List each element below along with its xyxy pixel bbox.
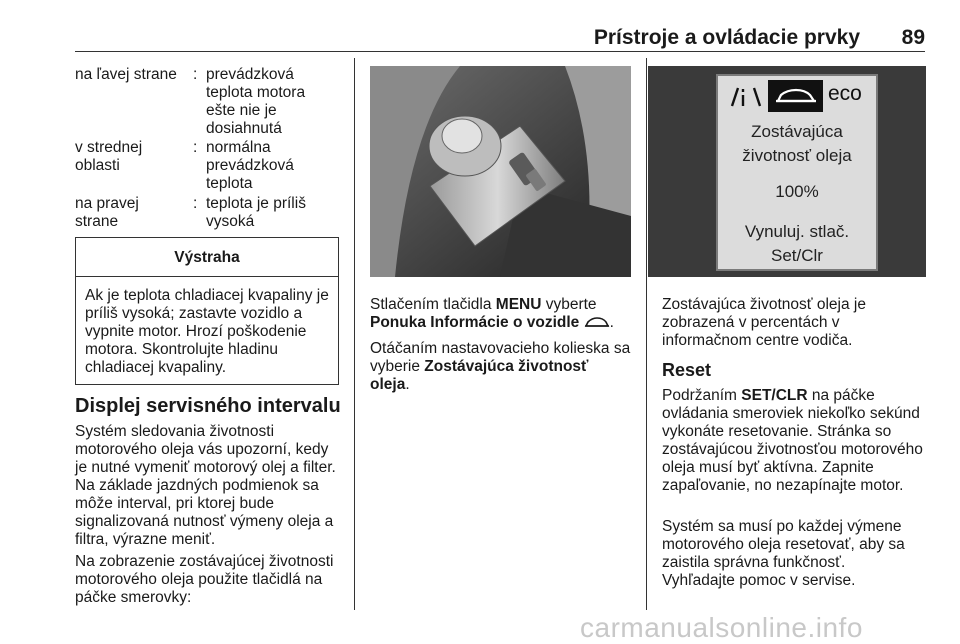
legend-colon: : — [193, 66, 198, 83]
vehicle-info-menu-label: Ponuka Informácie o vozidle — [370, 314, 580, 331]
legend-desc: prevádzková teplota motora ešte nie je dosiahnutá — [206, 66, 306, 137]
section-heading-reset: Reset — [662, 360, 712, 380]
page-header — [75, 22, 925, 52]
display-caption: Zostávajúca životnosť oleja je zobrazená v percentách v informačnom centre vodiča. — [662, 296, 866, 349]
remaining-oil-life-label: Zostávajúca životnosť oleja — [370, 358, 589, 393]
vehicle-tab-active — [768, 80, 823, 112]
legend-term: na pravej strane — [75, 195, 139, 230]
service-paragraph-1: Systém sledovania životnosti motorového oleja vás upozorní, kedy je nutné vymeniť motorový olej a filter. Na základe jazdných podmienok sa môže interval, pri ktorej bude signalizovaná nutnosť výmeny oleja a filtra, výrazne meniť. — [75, 423, 336, 548]
header-rule — [75, 51, 925, 52]
instruction-wheel — [370, 340, 632, 394]
reset-paragraph-1 — [662, 387, 928, 495]
legend-colon: : — [193, 139, 198, 156]
eco-tab-label: eco — [828, 82, 862, 105]
temperature-legend — [75, 66, 345, 236]
legend-colon: : — [193, 195, 198, 212]
display-line-1: Zostávajúca — [751, 122, 843, 141]
display-screen — [716, 74, 878, 271]
reset-paragraph-3: Vyhľadajte pomoc v servise. — [662, 572, 856, 589]
warning-rule — [76, 276, 338, 277]
stalk-illustration — [370, 66, 631, 277]
warning-title: Výstraha — [174, 249, 240, 266]
set-clr-key-label: SET/CLR — [741, 387, 808, 404]
column-divider-2 — [646, 58, 647, 610]
warning-box — [75, 237, 339, 385]
display-line-3: Vynuluj. stlač. — [744, 222, 850, 241]
service-paragraph-2: Na zobrazenie zostávajúcej životnosti motorového oleja použite tlačidlá na páčke smerovky: — [75, 553, 334, 606]
section-heading-service: Displej servisného intervalu — [75, 395, 341, 417]
stalk-photo — [370, 66, 631, 277]
display-line-2: životnosť oleja — [742, 146, 852, 165]
car-icon — [584, 317, 610, 329]
instruction-text: Stlačením tlačidla — [370, 296, 496, 313]
instruction-text: . — [405, 376, 410, 393]
legend-desc: normálna prevádzková teplota — [206, 139, 294, 192]
instruction-text: . — [609, 314, 614, 331]
legend-desc: teplota je príliš vysoká — [206, 195, 306, 230]
page-number: 89 — [901, 26, 925, 49]
driver-info-display — [648, 66, 926, 277]
page-title: Prístroje a ovládacie prvky — [593, 26, 860, 49]
display-line-4: Set/Clr — [771, 246, 823, 265]
warning-text: Ak je teplota chladiacej kvapaliny je príliš vysoká; zastavte vozidlo a vypnite motor. Hrozí poškodenie motora. Skontrolujte hladinu chladiacej kvapaliny. — [85, 287, 329, 376]
instruction-menu — [370, 296, 632, 332]
instruction-text: Otáčaním nastavovacieho kolieska sa vyberie — [370, 340, 631, 375]
instruction-text: vyberte — [541, 296, 597, 313]
column-divider-1 — [354, 58, 355, 610]
reset-paragraph-2: Systém sa musí po každej výmene motorového oleja resetovať, aby sa zaistila správna funkčnosť. — [662, 518, 905, 571]
display-percent: 100% — [775, 182, 819, 201]
watermark: carmanualsonline.info — [580, 612, 863, 643]
legend-term: na ľavej strane — [75, 66, 177, 83]
legend-term: v strednej oblasti — [75, 139, 143, 174]
road-tab-icon — [724, 86, 764, 108]
car-icon — [774, 88, 818, 106]
reset-text: Podržaním — [662, 387, 742, 404]
reset-text: na páčke ovládania smeroviek niekoľko sekúnd vykonáte resetovanie. Stránka so zostávajúcou životnosťou motorového oleja musí byť aktívna. Zapnite zapaľovanie, no nezapínajte motor. — [662, 387, 923, 494]
menu-key-label: MENU — [495, 296, 542, 313]
